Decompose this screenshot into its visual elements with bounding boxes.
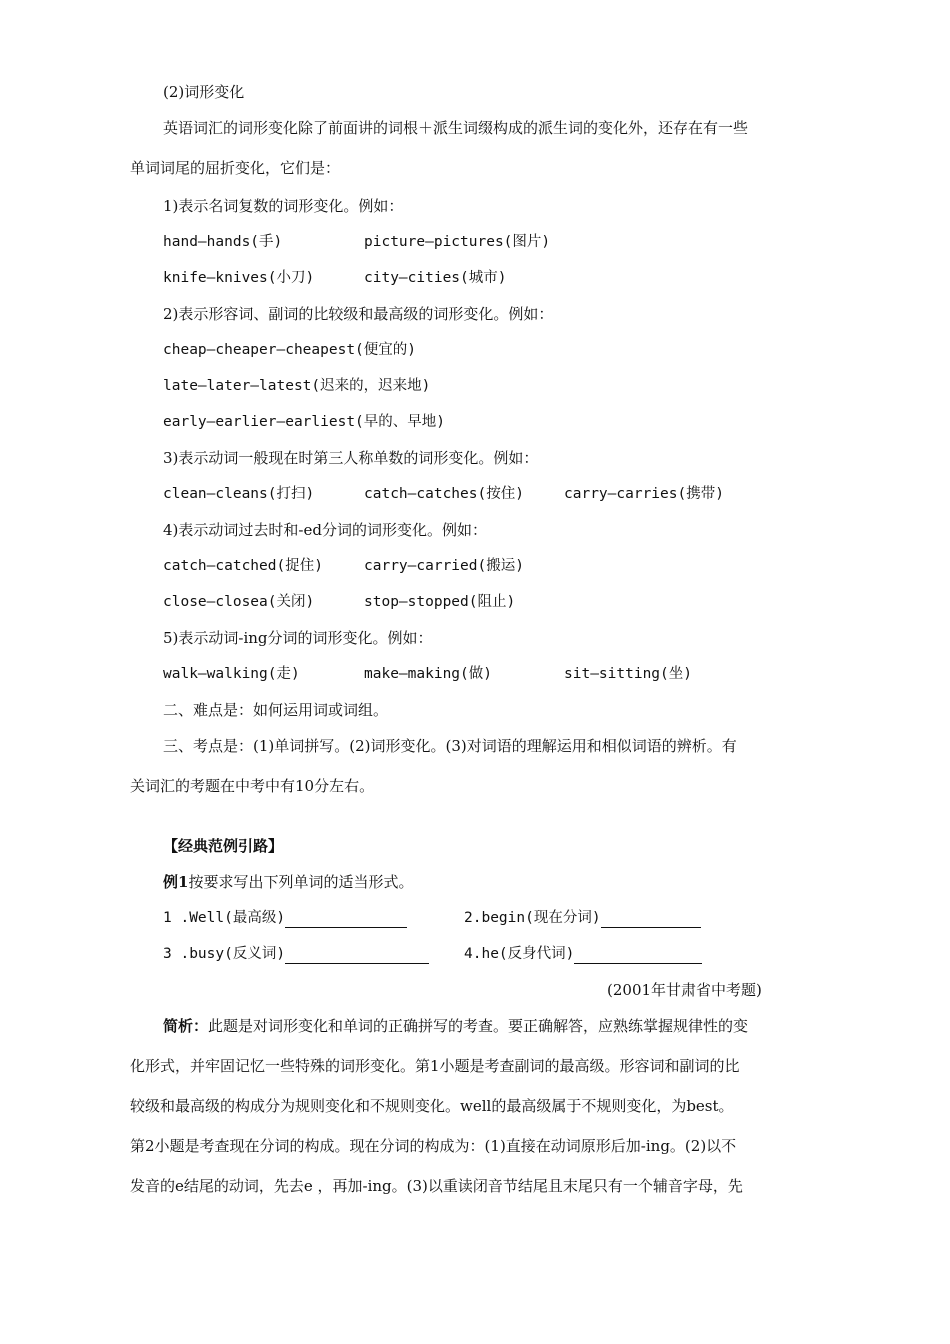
question-row <box>163 944 763 964</box>
example-row <box>163 484 783 504</box>
example-word: make—making(做) <box>364 666 492 682</box>
analysis-label: 简析： <box>163 1017 209 1035</box>
question-3 <box>163 944 429 964</box>
section-title: 【经典范例引路】 <box>163 837 284 855</box>
example-word: stop—stopped(阻止) <box>364 594 516 610</box>
difficulty-point: 二、难点是：如何运用词或词组。 <box>163 701 389 719</box>
item-title: 4)表示动词过去时和-ed分词的词形变化。例如： <box>163 521 487 539</box>
example-word: carry—carries(携带) <box>564 486 724 502</box>
item-title: 1)表示名词复数的词形变化。例如： <box>163 197 404 215</box>
question-3-text: 3 .busy(反义词) <box>163 946 286 962</box>
example-word: catch—catched(捉住) <box>163 558 323 574</box>
question-4-text: 4.he(反身代词) <box>464 946 575 962</box>
subheading-word-forms: (2)词形变化 <box>163 83 245 101</box>
exam-point-line: 关词汇的考题在中考中有10分左右。 <box>130 777 375 795</box>
analysis-line: 较级和最高级的构成分为规则变化和不规则变化。well的最高级属于不规则变化，为best。 <box>130 1097 734 1115</box>
question-row <box>163 908 763 928</box>
item-title: 3)表示动词一般现在时第三人称单数的词形变化。例如： <box>163 449 539 467</box>
item-title: 2)表示形容词、副词的比较级和最高级的词形变化。例如： <box>163 305 554 323</box>
example-word: hand—hands(手) <box>163 234 283 250</box>
example-row <box>163 664 783 684</box>
paragraph-line: 单词词尾的屈折变化，它们是： <box>130 159 341 177</box>
answer-blank-1[interactable] <box>285 911 407 928</box>
question-1 <box>163 908 407 928</box>
exam-point-line: 三、考点是：(1)单词拼写。(2)词形变化。(3)对词语的理解运用和相似词语的辨析。有 <box>163 737 737 755</box>
question-1-text: 1 .Well(最高级) <box>163 910 286 926</box>
example-word: carry—carried(搬运) <box>364 558 524 574</box>
example-word: walk—walking(走) <box>163 666 300 682</box>
question-2-text: 2.begin(现在分词) <box>464 910 601 926</box>
example-word: late—later—latest(迟来的，迟来地) <box>163 378 431 394</box>
question-source: (2001年甘肃省中考题) <box>607 981 762 999</box>
analysis-text: 此题是对词形变化和单词的正确拼写的考查。要正确解答，应熟练掌握规律性的变 <box>208 1017 749 1035</box>
example-text: 按要求写出下列单词的适当形式。 <box>188 873 414 891</box>
example-word: close—closea(关闭) <box>163 594 315 610</box>
analysis-line <box>163 1016 748 1036</box>
example-word: city—cities(城市) <box>364 270 507 286</box>
example-row <box>163 556 763 576</box>
paragraph-line: 英语词汇的词形变化除了前面讲的词根＋派生词缀构成的派生词的变化外，还存在有一些 <box>163 119 749 137</box>
example-row <box>163 268 763 288</box>
example-label: 例1 <box>163 873 189 891</box>
question-2 <box>464 908 701 928</box>
item-title: 5)表示动词-ing分词的词形变化。例如： <box>163 629 433 647</box>
example-row <box>163 232 763 252</box>
answer-blank-2[interactable] <box>601 911 701 928</box>
example-word: picture—pictures(图片) <box>364 234 551 250</box>
example-word: catch—catches(按住) <box>364 486 524 502</box>
answer-blank-4[interactable] <box>574 947 702 964</box>
analysis-line: 第2小题是考查现在分词的构成。现在分词的构成为：(1)直接在动词原形后加-ing。(2)以不 <box>130 1137 737 1155</box>
analysis-line: 化形式，并牢固记忆一些特殊的词形变化。第1小题是考查副词的最高级。形容词和副词的比 <box>130 1057 740 1075</box>
example-word: knife—knives(小刀) <box>163 270 315 286</box>
analysis-line: 发音的e结尾的动词，先去e ，再加-ing。(3)以重读闭音节结尾且末尾只有一个辅音字母，先 <box>130 1177 743 1195</box>
example-prompt <box>163 872 413 892</box>
example-word: early—earlier—earliest(早的、早地) <box>163 414 446 430</box>
answer-blank-3[interactable] <box>285 947 429 964</box>
question-4 <box>464 944 702 964</box>
example-word: clean—cleans(打扫) <box>163 486 315 502</box>
example-word: cheap—cheaper—cheapest(便宜的) <box>163 342 417 358</box>
example-word: sit—sitting(坐) <box>564 666 692 682</box>
example-row <box>163 592 763 612</box>
